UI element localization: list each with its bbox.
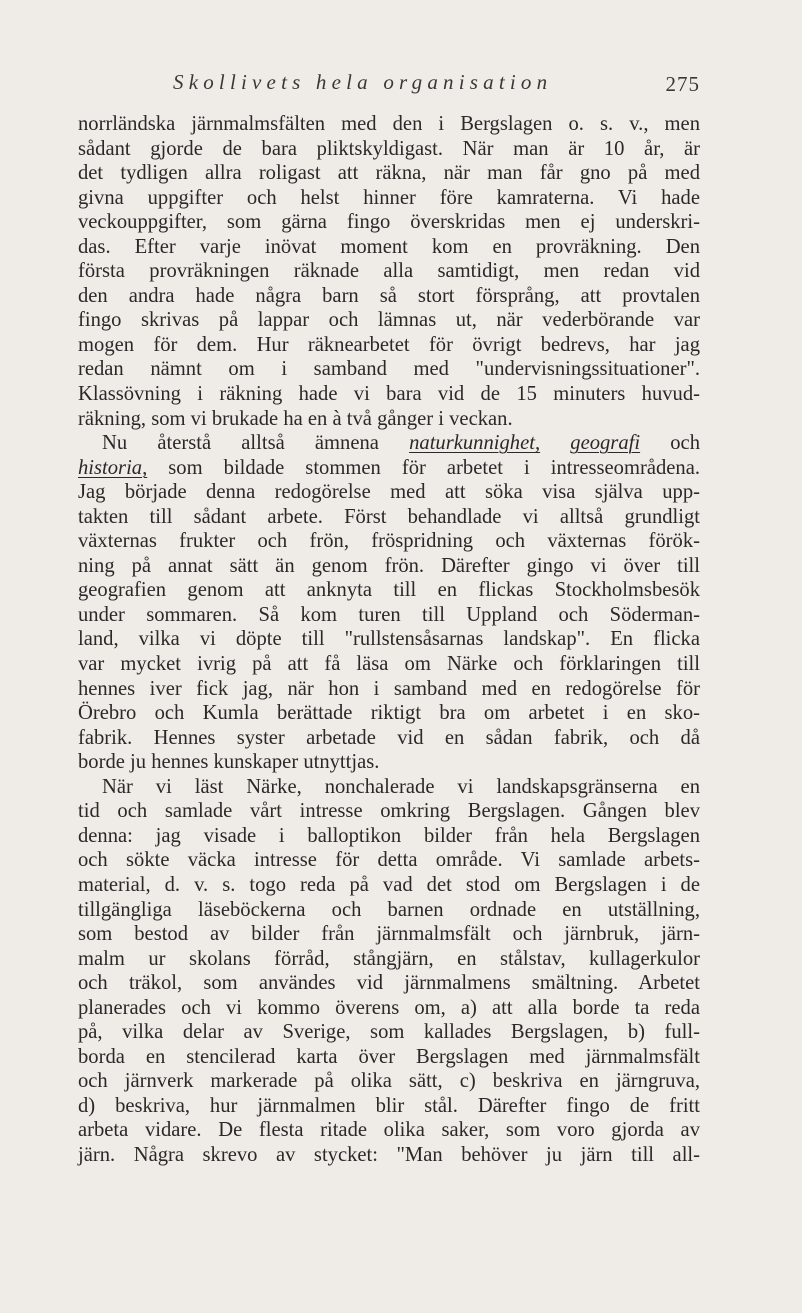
text-line: Örebro och Kumla berättade riktigt bra om arbetet i en sko- (78, 702, 700, 725)
page-header (78, 70, 700, 100)
text-line: malm ur skolans förråd, stångjärn, en stålstav, kullagerkulor (78, 947, 700, 970)
text-line: planerades och vi kommo överens om, a) att alla borde ta reda (78, 996, 700, 1019)
body-text (78, 112, 700, 1168)
text-line-with-terms (78, 456, 700, 481)
text-fragment (540, 432, 570, 454)
text-line: material, d. v. s. togo reda på vad det stod om Bergslagen i de (78, 873, 700, 896)
text-line: Klassövning i räkning hade vi bara vid de 15 minuters huvud- (78, 383, 700, 406)
text-line: som bestod av bilder från järnmalmsfält och järnbruk, järn- (78, 923, 700, 946)
text-line: das. Efter varje inövat moment kom en provräkning. Den (78, 235, 700, 258)
text-fragment: och (640, 432, 700, 455)
text-line: När vi läst Närke, nonchalerade vi landskapsgränserna en (102, 775, 700, 798)
text-line: tillgängliga läseböckerna och barnen ordnade en utställning, (78, 898, 700, 921)
text-line: det tydligen allra roligast att räkna, när man får gno på med (78, 162, 700, 185)
term-geografi: geografi (570, 432, 641, 455)
text-line: geografien genom att anknyta till en flickas Stockholmsbesök (78, 579, 700, 602)
text-line: järn. Några skrevo av stycket: "Man behöver ju järn till all- (78, 1143, 700, 1166)
text-line: borda en stencilerad karta över Bergslagen med järnmalmsfält (78, 1045, 700, 1068)
text-line: givna uppgifter och helst hinner före kamraterna. Vi hade (78, 186, 700, 209)
text-line: sådant gjorde de bara pliktskyldigast. När man är 10 år, är (78, 137, 700, 160)
text-line: under sommaren. Så kom turen till Uppland och Söderman- (78, 603, 700, 626)
running-head: Skollivets hela organisation (173, 70, 553, 94)
text-line-with-terms (78, 431, 700, 456)
text-line: fabrik. Hennes syster arbetade vid en sådan fabrik, och då (78, 726, 700, 749)
text-line: var mycket ivrig på att få läsa om Närke och förklaringen till (78, 653, 700, 676)
text-line: hennes iver fick jag, när hon i samband med en redogörelse för (78, 677, 700, 700)
text-line: redan nämnt om i samband med "undervisningssituationer". (78, 358, 700, 381)
text-line: land, vilka vi döpte till "rullstensåsarnas landskap". En flicka (78, 628, 700, 651)
text-line: och träkol, som användes vid järnmalmens smältning. Arbetet (78, 972, 700, 995)
text-line: på, vilka delar av Sverige, som kallades Bergslagen, b) full- (78, 1021, 700, 1044)
text-line: ning på annat sätt än genom frön. Därefter gingo vi över till (78, 554, 700, 577)
text-fragment: som bildade stommen för arbetet i intresseområdena. (147, 456, 700, 479)
text-line: borde ju hennes kunskaper utnyttjas. (78, 751, 380, 774)
text-line: takten till sådant arbete. Först behandlade vi alltså grundligt (78, 505, 700, 528)
page-number: 275 (665, 72, 700, 96)
term-historia: historia, (78, 456, 148, 479)
text-line: arbeta vidare. De flesta ritade olika saker, som voro gjorda av (78, 1119, 700, 1142)
text-line: räkning, som vi brukade ha en à två gånger i veckan. (78, 407, 513, 430)
text-line: och sökte väcka intresse för detta område. Vi samlade arbets- (78, 849, 700, 872)
text-line: första provräkningen räknade alla samtidigt, men redan vid (78, 260, 700, 283)
text-fragment: Nu återstå alltså ämnena (102, 432, 410, 455)
text-line: norrländska järnmalmsfälten med den i Bergslagen o. s. v., men (78, 113, 700, 135)
text-line: fingo skrivas på lappar och lämnas ut, när vederbörande var (78, 309, 700, 332)
text-line: den andra hade några barn så stort försprång, att provtalen (78, 284, 700, 307)
text-line: d) beskriva, hur järnmalmen blir stål. Därefter fingo de fritt (78, 1094, 700, 1117)
text-line: mogen för dem. Hur räknearbetet för övrigt bedrevs, har jag (78, 333, 700, 356)
term-naturkunnighet: naturkunnighet, (409, 432, 541, 455)
text-line: Jag började denna redogörelse med att söka visa själva upp- (78, 481, 700, 504)
text-line: denna: jag visade i balloptikon bilder från hela Bergslagen (78, 824, 700, 847)
text-line: tid och samlade vårt intresse omkring Bergslagen. Gången blev (78, 800, 700, 823)
text-line: växternas frukter och frön, fröspridning och växternas förök- (78, 530, 700, 553)
text-line: veckouppgifter, som gärna fingo överskridas men ej underskri- (78, 211, 700, 234)
text-line: och järnverk markerade på olika sätt, c) beskriva en järngruva, (78, 1070, 700, 1093)
